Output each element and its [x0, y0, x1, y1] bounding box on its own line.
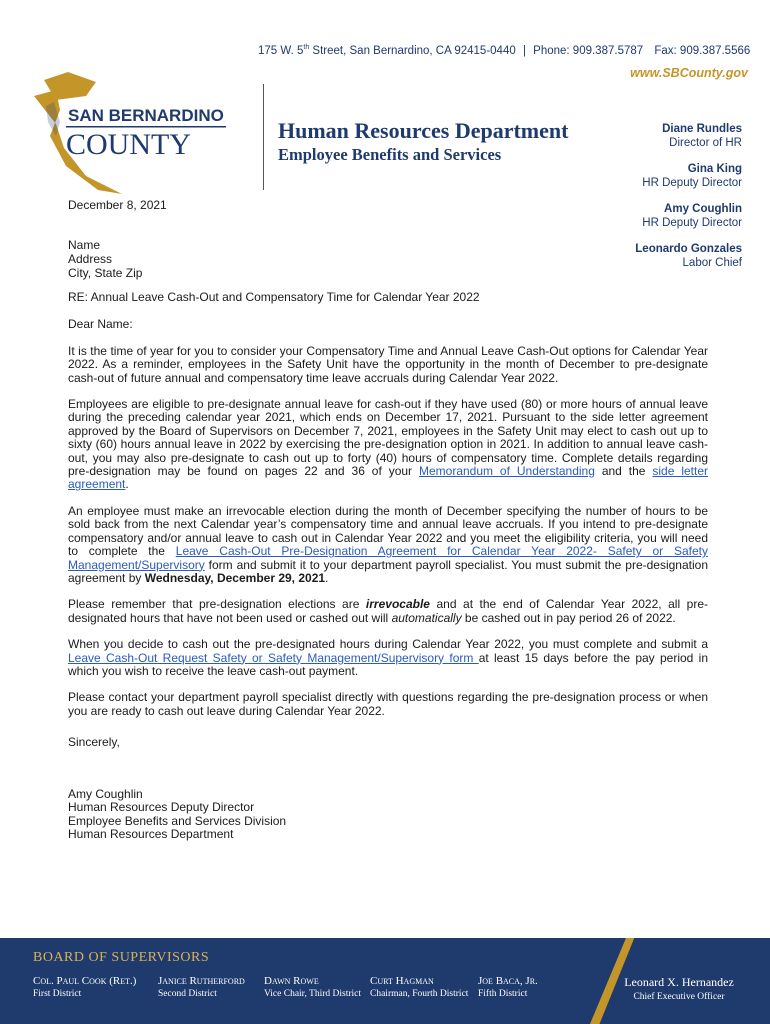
predesignation-agreement-link[interactable]: Leave Cash-Out Pre-Designation Agreement for Calendar Year 2022- Safety or Safety Management/Supervisory [68, 544, 708, 572]
letter-date: December 8, 2021 [68, 198, 167, 212]
phone: Phone: 909.387.5787 [533, 44, 644, 57]
staff-entry: Amy Coughlin HR Deputy Director [642, 203, 742, 229]
contact-line: 175 W. 5th Street, San Bernardino, CA 92415-0440 | Phone: 909.387.5787 Fax: 909.387.5566 [258, 44, 751, 57]
website-link[interactable]: www.SBCounty.gov [630, 66, 748, 80]
ceo-entry: Leonard X. Hernandez Chief Executive Officer [624, 975, 734, 1002]
salutation: Dear Name: [68, 317, 133, 332]
recipient-address: Name Address City, State Zip [68, 238, 143, 280]
paragraph-4: Please remember that pre-designation elections are irrevocable and at the end of Calendar Year 2022, all pre-designated hours that have not been used or cashed out will automatically be cashed out in pay period 26 of 2022. [68, 597, 708, 625]
signature-block: Amy Coughlin Human Resources Deputy Director Employee Benefits and Services Division Human Resources Department [68, 787, 287, 842]
logo-line2: COUNTY [66, 128, 191, 161]
supervisor-entry: Curt Hagman Chairman, Fourth District [370, 975, 469, 999]
closing: Sincerely, [68, 735, 120, 750]
staff-entry: Gina King HR Deputy Director [642, 163, 742, 189]
paragraph-6: Please contact your department payroll specialist directly with questions regarding the pre-designation process or when you are ready to cash out leave during Calendar Year 2022. [68, 690, 708, 718]
header-divider [263, 84, 264, 190]
staff-entry: Leonardo Gonzales Labor Chief [635, 243, 742, 269]
supervisor-entry: Joe Baca, Jr. Fifth District [478, 975, 538, 999]
paragraph-3: An employee must make an irrevocable election during the month of December specifying the number of hours to be sold back from the next Calendar year’s compensatory time and annual leave accruals. If you intend to pre-designate compensatory and/or annual leave to cash out in Calendar Year 2022 and you meet the eligibility criteria, you will need to complete the Leave Cash-Out Pre-Designation Agreement for Calendar Year 2022- Safety or Safety Management/Supervisory form and submit it to your department payroll specialist. You must submit the pre-designation agreement by Wednesday, December 29, 2021. [68, 503, 708, 585]
department-title: Human Resources Department [278, 118, 569, 143]
address: 175 W. 5th Street, San Bernardino, CA 92415-0440 [258, 44, 516, 57]
fax: Fax: 909.387.5566 [654, 44, 751, 57]
letter-body [68, 291, 708, 763]
side-letter-link[interactable]: side letter agreement [68, 464, 708, 492]
cashout-request-link[interactable]: Leave Cash-Out Request Safety or Safety Management/Supervisory form [68, 650, 479, 665]
supervisor-entry: Dawn Rowe Vice Chair, Third District [264, 975, 362, 999]
staff-entry: Diane Rundles Director of HR [662, 123, 742, 149]
paragraph-2: Employees are eligible to pre-designate annual leave for cash-out if they have used (80) or more hours of annual leave during the preceding calendar year 2021, which ends on December 17, 2021. Pursuant to the side letter agreement approved by the Board of Supervisors on December 7, 2021, employees in the Safety Unit may elect to cash out up to sixty (60) hours annual leave in 2022 by exercising the pre-designation option in 2021. In addition to annual leave cash-out, you may also pre-designate to cash out up to forty (40) hours of compensatory time. Complete details regarding pre-designation may be found on pages 22 and 36 of your Memorandum of Understanding and the side letter agreement. [68, 397, 708, 492]
mou-link[interactable]: Memorandum of Understanding [418, 464, 595, 479]
board-title: BOARD OF SUPERVISORS [33, 950, 210, 965]
subject-line: RE: Annual Leave Cash-Out and Compensatory Time for Calendar Year 2022 [68, 290, 480, 304]
supervisor-entry: Col. Paul Cook (Ret.) First District [33, 975, 137, 999]
paragraph-1: It is the time of year for you to consider your Compensatory Time and Annual Leave Cash-Out options for Calendar Year 2022. As a reminder, employees in the Safety Unit have the opportunity in the month of December to pre-designate cash-out of future annual and compensatory time leave accruals during Calendar Year 2022. [68, 343, 708, 385]
supervisor-entry: Janice Rutherford Second District [158, 975, 245, 999]
county-logo [26, 66, 246, 196]
logo-line1: SAN BERNARDINO [68, 106, 224, 125]
paragraph-5: When you decide to cash out the pre-designated hours during Calendar Year 2022, you must complete and submit a Leave Cash-Out Request Safety or Safety Management/Supervisory form at least 15 days before the pay period in which you wish to receive the leave cash-out payment. [68, 637, 708, 678]
department-subtitle: Employee Benefits and Services [278, 145, 502, 164]
staff-list [635, 122, 742, 282]
